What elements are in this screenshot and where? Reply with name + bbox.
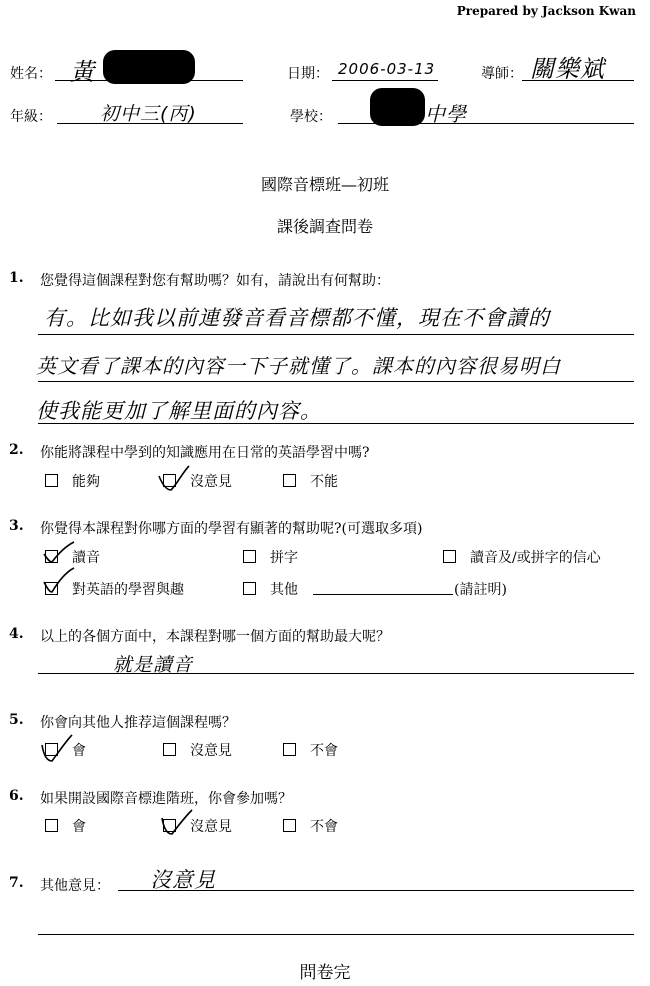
- q2-checkbox-no[interactable]: [283, 474, 296, 487]
- prepared-by: Prepared by Jackson Kwan: [456, 4, 636, 18]
- q6-check-mark: [158, 808, 194, 838]
- q2-check-mark: [155, 464, 191, 494]
- q5-checkbox-no[interactable]: [283, 743, 296, 756]
- tutor-value: 關樂斌: [530, 55, 605, 83]
- q6-option-no-opinion[interactable]: 沒意見: [163, 816, 232, 836]
- q1-text: 您覺得這個課程對您有幫助嗎？如有，請說出有何幫助：: [40, 273, 390, 289]
- q3-other-line: [313, 594, 453, 595]
- q1-answer-line-2: 英文看了課本的內容一下子就懂了。課本的內容很易明白: [36, 354, 561, 378]
- q4-number: 4.: [9, 626, 24, 642]
- q6-option-no[interactable]: 不會: [283, 816, 338, 836]
- q7-answer: 沒意見: [150, 868, 216, 892]
- q3-checkbox-other[interactable]: [243, 582, 256, 595]
- q3-checkbox-spelling[interactable]: [243, 550, 256, 563]
- q5-text: 你會向其他人推荐這個課程嗎？: [40, 715, 236, 731]
- q2-checkbox-yes[interactable]: [45, 474, 58, 487]
- school-label: 學校：: [290, 109, 332, 125]
- q2-text: 你能將課程中學到的知識應用在日常的英語學習中嗎?: [40, 445, 370, 461]
- grade-label: 年級：: [10, 109, 52, 125]
- q1-number: 1.: [9, 270, 24, 286]
- q3-number: 3.: [9, 518, 24, 534]
- q2-option-no[interactable]: 不能: [283, 471, 338, 491]
- q7-line-2: [38, 934, 634, 935]
- q2-option-yes[interactable]: 能夠: [45, 471, 100, 491]
- q7-number: 7.: [9, 875, 24, 891]
- date-label: 日期：: [287, 66, 329, 82]
- q3-option-confidence[interactable]: 讀音及/或拼字的信心: [443, 547, 601, 567]
- q4-text: 以上的各個方面中，本課程對哪一個方面的幫助最大呢？: [40, 629, 390, 645]
- q4-line: [38, 673, 634, 674]
- q3-option-other[interactable]: 其他: [243, 579, 298, 599]
- name-label: 姓名：: [10, 66, 52, 82]
- q4-answer: 就是讀音: [113, 654, 194, 676]
- grade-value: 初中三(丙): [100, 103, 197, 125]
- date-underline: [332, 80, 438, 81]
- name-redaction: [103, 50, 195, 84]
- q7-text: 其他意見：: [40, 878, 110, 894]
- questionnaire-end: 問卷完: [299, 963, 351, 983]
- q5-option-no-opinion[interactable]: 沒意見: [163, 740, 232, 760]
- q5-number: 5.: [9, 712, 24, 728]
- tutor-label: 導師：: [481, 66, 523, 82]
- date-value: 2006-03-13: [338, 60, 436, 78]
- q3-option-pronunciation[interactable]: 讀音: [45, 547, 100, 567]
- q5-check-mark: [38, 733, 74, 765]
- name-value: 黃: [70, 58, 95, 86]
- q3-option-interest[interactable]: 對英語的學習與趣: [45, 579, 184, 599]
- q1-line-1: [38, 334, 634, 335]
- q1-answer-line-3: 使我能更加了解里面的內容。: [36, 399, 322, 423]
- q2-option-no-opinion[interactable]: 沒意見: [163, 471, 232, 491]
- q1-line-2: [38, 381, 634, 382]
- q6-checkbox-yes[interactable]: [45, 819, 58, 832]
- q5-checkbox-no-opinion[interactable]: [163, 743, 176, 756]
- q3-option-spelling[interactable]: 拼字: [243, 547, 298, 567]
- q1-answer-line-1: 有。比如我以前連發音看音標都不懂，現在不會讀的: [44, 306, 550, 330]
- q3-other-note: (請註明): [454, 582, 507, 598]
- q3-checkbox-confidence[interactable]: [443, 550, 456, 563]
- q6-option-yes[interactable]: 會: [45, 816, 86, 836]
- q6-checkbox-no[interactable]: [283, 819, 296, 832]
- q5-option-no[interactable]: 不會: [283, 740, 338, 760]
- q3-check-mark-pronunciation: [40, 540, 76, 566]
- q5-option-yes[interactable]: 會: [45, 740, 86, 760]
- q2-number: 2.: [9, 442, 24, 458]
- school-value: 中學: [425, 102, 467, 126]
- q6-number: 6.: [9, 788, 24, 804]
- school-redaction: [370, 88, 425, 126]
- q6-text: 如果開設國際音標進階班，你會參加嗎？: [40, 791, 292, 807]
- q3-text: 你覺得本課程對你哪方面的學習有顯著的幫助呢?(可選取多項): [40, 521, 423, 537]
- form-subtitle: 課後調查問卷: [276, 217, 373, 236]
- form-title: 國際音標班—初班: [260, 175, 389, 194]
- q1-line-3: [38, 423, 634, 424]
- q3-check-mark-interest: [40, 566, 76, 596]
